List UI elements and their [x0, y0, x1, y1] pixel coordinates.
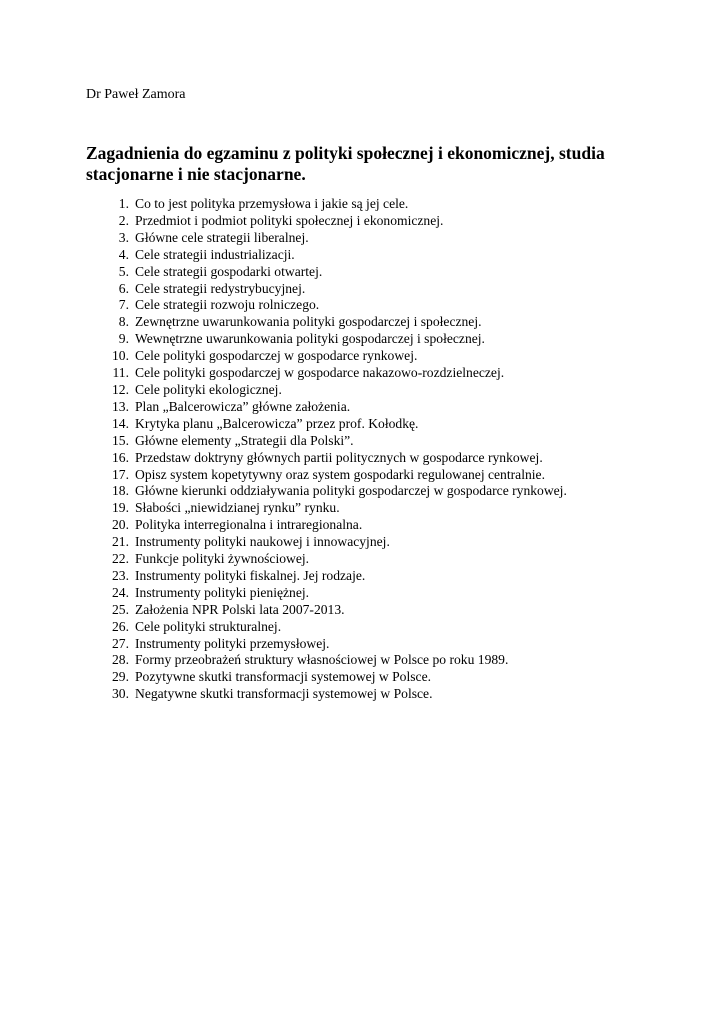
list-item	[86, 483, 646, 500]
list-item	[86, 281, 646, 298]
question-text: Krytyka planu „Balcerowicza” przez prof. Kołodkę.	[135, 415, 419, 431]
question-text: Co to jest polityka przemysłowa i jakie są jej cele.	[135, 196, 409, 211]
question-text: Instrumenty polityki przemysłowej.	[135, 635, 330, 651]
question-number: 2.	[118, 212, 129, 228]
list-item	[86, 314, 646, 331]
question-text: Cele strategii gospodarki otwartej.	[135, 263, 323, 279]
question-text: Cele polityki gospodarczej w gospodarce nakazowo-rozdzielneczej.	[135, 365, 505, 381]
question-number: 29.	[112, 669, 129, 685]
list-item	[86, 467, 646, 484]
question-text: Założenia NPR Polski lata 2007-2013.	[135, 601, 345, 617]
question-number: 3.	[118, 229, 129, 245]
question-number: 27.	[112, 635, 129, 651]
question-number: 28.	[112, 652, 129, 668]
question-number: 18.	[112, 483, 129, 499]
list-item	[86, 247, 646, 264]
question-number: 17.	[112, 466, 129, 482]
list-item	[86, 213, 646, 230]
question-text: Instrumenty polityki naukowej i innowacyjnej.	[135, 534, 390, 550]
question-number: 4.	[118, 246, 129, 262]
question-number: 1.	[118, 196, 129, 211]
question-text: Cele strategii redystrybucyjnej.	[135, 280, 306, 296]
document-title: Zagadnienia do egzaminu z polityki społecznej i ekonomicznej, studia stacjonarne i nie stacjonarne.	[86, 143, 605, 184]
question-text: Cele strategii industrializacji.	[135, 246, 295, 262]
list-item	[86, 517, 646, 534]
question-text: Główne elementy „Strategii dla Polski”.	[135, 432, 354, 448]
question-number: 12.	[112, 381, 129, 397]
question-text: Polityka interregionalna i intraregionalna.	[135, 517, 363, 533]
question-number: 14.	[112, 415, 129, 431]
question-text: Słabości „niewidzianej rynku” rynku.	[135, 500, 340, 516]
list-item	[86, 602, 646, 619]
question-number: 6.	[118, 280, 129, 296]
question-number: 30.	[112, 686, 129, 702]
question-number: 9.	[118, 331, 129, 347]
list-item	[86, 450, 646, 467]
question-text: Opisz system kopetytywny oraz system gospodarki regulowanej centralnie.	[135, 466, 545, 482]
question-number: 16.	[112, 449, 129, 465]
list-item	[86, 669, 646, 686]
question-text: Cele polityki gospodarczej w gospodarce rynkowej.	[135, 348, 418, 364]
list-item	[86, 652, 646, 669]
question-number: 11.	[112, 365, 129, 381]
list-item	[86, 551, 646, 568]
list-item	[86, 433, 646, 450]
question-number: 13.	[112, 398, 129, 414]
question-number: 26.	[112, 618, 129, 634]
question-number: 8.	[118, 314, 129, 330]
question-number: 22.	[112, 551, 129, 567]
question-text: Główne kierunki oddziaływania polityki gospodarczej w gospodarce rynkowej.	[135, 483, 567, 499]
question-text: Cele polityki ekologicznej.	[135, 381, 282, 397]
question-text: Wewnętrzne uwarunkowania polityki gospodarczej i społecznej.	[135, 331, 485, 347]
list-item	[86, 636, 646, 653]
list-item	[86, 416, 646, 433]
list-item	[86, 619, 646, 636]
author-name: Dr Paweł Zamora	[86, 87, 186, 102]
question-text: Przedstaw doktryny głównych partii politycznych w gospodarce rynkowej.	[135, 449, 543, 465]
question-number: 7.	[118, 297, 129, 313]
question-number: 10.	[112, 348, 129, 364]
question-number: 23.	[112, 567, 129, 583]
list-item	[86, 686, 646, 703]
list-item	[86, 534, 646, 551]
question-number: 20.	[112, 517, 129, 533]
question-number: 5.	[118, 263, 129, 279]
question-number: 19.	[112, 500, 129, 516]
question-number: 21.	[112, 534, 129, 550]
list-item	[86, 500, 646, 517]
question-number: 24.	[112, 584, 129, 600]
question-number: 15.	[112, 432, 129, 448]
question-text: Negatywne skutki transformacji systemowej w Polsce.	[135, 686, 433, 702]
question-text: Funkcje polityki żywnościowej.	[135, 551, 310, 567]
list-item	[86, 264, 646, 281]
question-text: Główne cele strategii liberalnej.	[135, 229, 309, 245]
question-text: Przedmiot i podmiot polityki społecznej i ekonomicznej.	[135, 212, 444, 228]
question-number: 25.	[112, 601, 129, 617]
list-item	[86, 331, 646, 348]
question-text: Cele polityki strukturalnej.	[135, 618, 282, 634]
list-item	[86, 382, 646, 399]
question-text: Instrumenty polityki fiskalnej. Jej rodzaje.	[135, 567, 366, 583]
list-item	[86, 365, 646, 382]
question-text: Zewnętrzne uwarunkowania polityki gospodarczej i społecznej.	[135, 314, 482, 330]
question-text: Pozytywne skutki transformacji systemowej w Polsce.	[135, 669, 431, 685]
list-item	[86, 399, 646, 416]
list-item	[86, 348, 646, 365]
list-item	[86, 196, 646, 213]
question-text: Plan „Balcerowicza” główne założenia.	[135, 398, 351, 414]
list-item	[86, 297, 646, 314]
list-item	[86, 568, 646, 585]
list-item	[86, 585, 646, 602]
question-text: Instrumenty polityki pieniężnej.	[135, 584, 310, 600]
question-text: Formy przeobrażeń struktury własnościowej w Polsce po roku 1989.	[135, 652, 509, 668]
question-text: Cele strategii rozwoju rolniczego.	[135, 297, 320, 313]
question-list	[86, 196, 646, 703]
list-item	[86, 230, 646, 247]
